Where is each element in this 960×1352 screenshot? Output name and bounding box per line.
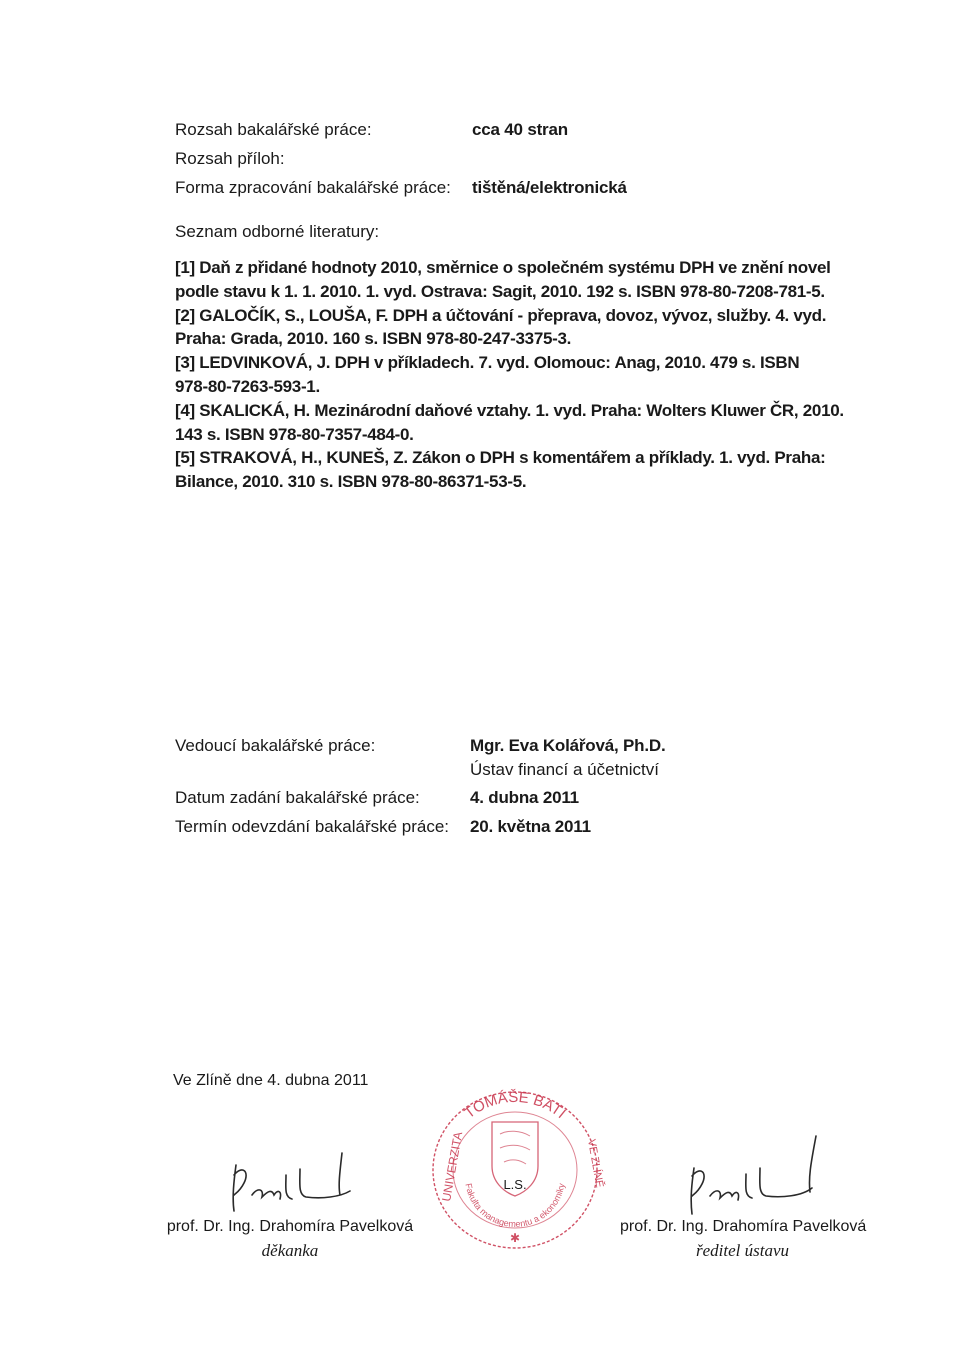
svg-text:TOMÁŠE BATI [461, 1089, 569, 1122]
left-signatory-role: děkanka [261, 1241, 319, 1260]
left-signatory-name: prof. Dr. Ing. Drahomíra Pavelková [166, 1218, 414, 1235]
scope-value: cca 40 stran [472, 120, 568, 139]
left-signatory [165, 1215, 415, 1263]
right-signatory-role: ředitel ústavu [695, 1241, 789, 1260]
reference-item-2: [2] GALOČÍK, S., LOUŠA, F. DPH a účtování - přeprava, dovoz, vývoz, služby. 4. vyd. Praha: Grada, 2010. 160 s. ISBN 978-80-247-3375-3. [175, 305, 827, 349]
reference-item-3: [3] LEDVINKOVÁ, J. DPH v příkladech. 7. vyd. Olomouc: Anag, 2010. 479 s. ISBN 978-80-7263-593-1. [175, 353, 800, 396]
reference-list [175, 256, 875, 494]
literature-heading: Seznam odborné literatury: [175, 222, 380, 241]
stamp-top-text: TOMÁŠE BATI [461, 1088, 569, 1123]
supervisor-department: Ústav financí a účetnictví [470, 760, 659, 779]
university-stamp [420, 1082, 610, 1254]
due-date: 20. května 2011 [470, 817, 591, 836]
left-signature [222, 1135, 372, 1220]
assigned-label: Datum zadání bakalářské práce: [175, 788, 420, 807]
right-signatory [620, 1215, 865, 1263]
due-label: Termín odevzdání bakalářské práce: [175, 817, 450, 836]
stamp-star-icon: ✱ [509, 1231, 521, 1245]
assigned-date: 4. dubna 2011 [470, 788, 579, 807]
stamp-left-text: UNIVERZITA [439, 1130, 466, 1203]
supervisor-label: Vedoucí bakalářské práce: [175, 736, 376, 755]
reference-item-5: [5] STRAKOVÁ, H., KUNEŠ, Z. Zákon o DPH s komentářem a příklady. 1. vyd. Praha: Bilance, 2010. 310 s. ISBN 978-80-86371-53-5. [175, 448, 826, 492]
right-signature [680, 1130, 840, 1220]
scope-label: Rozsah bakalářské práce: [175, 120, 372, 139]
stamp-right-text: VE ZLÍNĚ [585, 1138, 606, 1189]
right-signatory-name: prof. Dr. Ing. Drahomíra Pavelková [620, 1218, 867, 1235]
supervisor-name: Mgr. Eva Kolářová, Ph.D. [470, 736, 666, 755]
form-value: tištěná/elektronická [472, 178, 627, 197]
place-date: Ve Zlíně dne 4. dubna 2011 [173, 1072, 369, 1089]
stamp-inner-text: Fakulta managementu a ekonomiky [463, 1182, 567, 1230]
reference-item-4: [4] SKALICKÁ, H. Mezinárodní daňové vztahy. 1. vyd. Praha: Wolters Kluwer ČR, 2010. 143 s. ISBN 978-80-7357-484-0. [175, 400, 844, 444]
stamp-center-text: L.S. [503, 1177, 527, 1192]
form-label: Forma zpracování bakalářské práce: [175, 178, 451, 197]
appendix-label: Rozsah příloh: [175, 149, 285, 168]
reference-item-1: [1] Daň z přidané hodnoty 2010, směrnice o společném systému DPH ve znění novel podle stavu k 1. 1. 2010. 1. vyd. Ostrava: Sagit, 2010. 192 s. ISBN 978-80-7208-781-5. [175, 258, 831, 301]
